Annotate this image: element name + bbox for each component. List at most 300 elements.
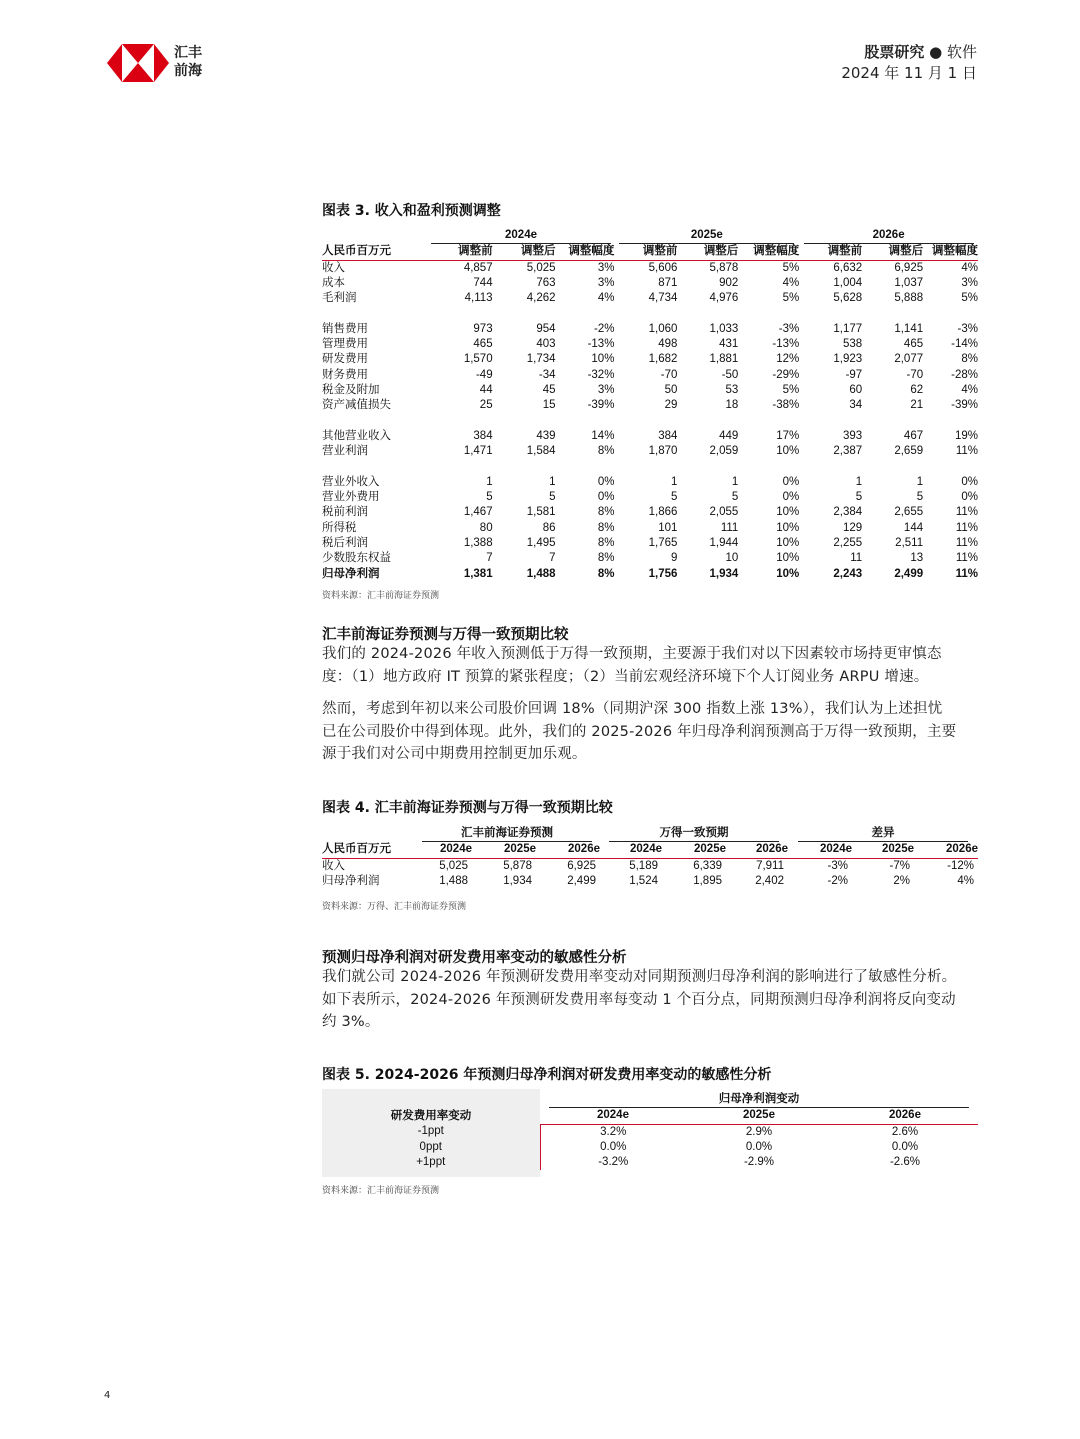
table-cell: 1,488 bbox=[439, 874, 468, 887]
table-cell: 0% bbox=[782, 491, 800, 504]
table-cell: 1,467 bbox=[463, 506, 493, 519]
table-cell: 2,255 bbox=[833, 536, 863, 549]
hsbc-logo bbox=[107, 44, 169, 82]
brand-line1: 汇丰 bbox=[174, 45, 202, 61]
table-cell: 0.0% bbox=[745, 1140, 773, 1153]
table-cell: 9 bbox=[670, 552, 678, 565]
table-cell: -3.2% bbox=[540, 1155, 686, 1170]
table-row bbox=[322, 858, 978, 874]
table-cell: -2.6% bbox=[889, 1156, 921, 1169]
table-cell: 8% bbox=[597, 445, 615, 458]
table-cell: 1,037 bbox=[894, 276, 924, 289]
section1-para1 bbox=[322, 643, 982, 688]
col-header: 2026e bbox=[914, 842, 978, 858]
table-cell bbox=[923, 459, 978, 474]
table-cell: 2,499 bbox=[894, 567, 924, 580]
table-cell: 465 bbox=[903, 338, 924, 351]
blank-row bbox=[322, 414, 978, 429]
table-cell: 3.2% bbox=[540, 1124, 686, 1140]
table-cell: 954 bbox=[536, 322, 556, 335]
section2-para bbox=[322, 966, 982, 1034]
row-label: 收入 bbox=[322, 859, 345, 872]
table-cell bbox=[556, 459, 615, 474]
table-cell: 5% bbox=[782, 383, 800, 396]
table-cell: 4,113 bbox=[464, 292, 493, 305]
fig3-title: 图表 3. 收入和盈利预测调整 bbox=[322, 203, 501, 219]
row-label: 0ppt bbox=[419, 1140, 442, 1153]
table-row bbox=[322, 352, 978, 367]
table-cell: 45 bbox=[542, 383, 556, 396]
table-cell: 2,384 bbox=[833, 506, 863, 519]
table-cell bbox=[556, 414, 615, 429]
fig4-table bbox=[322, 826, 978, 889]
table-cell: 11% bbox=[955, 567, 978, 580]
table-cell: 6,925 bbox=[894, 261, 924, 274]
col-header: 调整幅度 bbox=[556, 244, 615, 260]
para-line: 我们就公司 2024-2026 年预测研发费用率变动对同期预测归母净利润的影响进行了敏感性分析。 bbox=[322, 969, 957, 985]
table-cell bbox=[614, 414, 677, 429]
table-cell bbox=[614, 459, 677, 474]
table-cell bbox=[493, 414, 556, 429]
table-cell: 0% bbox=[597, 475, 615, 488]
table-cell: 13 bbox=[910, 552, 924, 565]
table-cell: 5% bbox=[961, 292, 978, 305]
table-cell: 403 bbox=[536, 338, 556, 351]
table-cell: 1,471 bbox=[463, 445, 493, 458]
table-cell: -70 bbox=[906, 368, 924, 381]
table-cell: 973 bbox=[473, 322, 493, 335]
table-cell bbox=[677, 459, 738, 474]
table-cell: 2% bbox=[893, 874, 910, 887]
row-label bbox=[322, 414, 428, 429]
table-cell: 8% bbox=[597, 506, 615, 519]
table-cell: 17% bbox=[776, 429, 800, 442]
table-row bbox=[322, 1155, 978, 1170]
table-cell bbox=[738, 459, 799, 474]
table-cell: 5 bbox=[731, 491, 739, 504]
table-cell: 3% bbox=[597, 383, 615, 396]
table-cell: 1,177 bbox=[833, 322, 863, 335]
para-line: 源于我们对公司中期费用控制更加乐观。 bbox=[322, 746, 587, 762]
table-cell: 0% bbox=[782, 475, 800, 488]
table-cell: 1,584 bbox=[526, 445, 556, 458]
col-header: 调整幅度 bbox=[923, 244, 978, 260]
table-row bbox=[322, 383, 978, 398]
table-cell: 0.0% bbox=[891, 1140, 919, 1153]
table-cell: 1,682 bbox=[648, 353, 678, 366]
row-label: 归母净利润 bbox=[322, 874, 380, 887]
col-header: 2024e bbox=[414, 842, 472, 858]
brand-line2: 前海 bbox=[174, 63, 202, 79]
table-cell: -13% bbox=[772, 338, 800, 351]
table-cell: 5,628 bbox=[833, 292, 863, 305]
table-cell: 5,878 bbox=[709, 261, 739, 274]
table-cell: 34 bbox=[849, 399, 863, 412]
table-cell: 10% bbox=[591, 353, 615, 366]
col-header: 调整后 bbox=[493, 244, 556, 260]
table-cell: 744 bbox=[473, 276, 493, 289]
fig3-year-2026: 2026e bbox=[799, 228, 978, 244]
table-cell: 18 bbox=[725, 399, 739, 412]
table-cell: 2,511 bbox=[895, 536, 924, 549]
table-cell bbox=[428, 414, 493, 429]
table-cell bbox=[799, 459, 862, 474]
table-cell: 1,866 bbox=[648, 506, 678, 519]
table-cell: 2,059 bbox=[709, 445, 739, 458]
fig5-group-header: 归母净利润变动 bbox=[540, 1092, 978, 1108]
table-row bbox=[322, 536, 978, 551]
col-header: 2025e bbox=[686, 1108, 832, 1124]
table-cell: 8% bbox=[597, 536, 615, 549]
table-cell: 384 bbox=[473, 429, 493, 442]
table-cell: 1,870 bbox=[648, 445, 678, 458]
table-row bbox=[322, 551, 978, 566]
table-row bbox=[322, 398, 978, 413]
fig4-table-wrap bbox=[322, 826, 978, 889]
page-number: 4 bbox=[104, 1390, 111, 1401]
table-cell: -2% bbox=[827, 874, 848, 887]
table-cell bbox=[614, 306, 677, 321]
row-label: 成本 bbox=[322, 276, 345, 289]
table-cell: 871 bbox=[658, 276, 678, 289]
table-cell: -39% bbox=[587, 399, 615, 412]
table-cell: 0% bbox=[961, 491, 978, 504]
table-cell bbox=[862, 306, 923, 321]
table-cell: 29 bbox=[664, 399, 678, 412]
table-cell: 14% bbox=[591, 429, 615, 442]
table-cell: 449 bbox=[719, 429, 739, 442]
table-cell: 2,655 bbox=[894, 506, 924, 519]
table-cell: 21 bbox=[910, 399, 924, 412]
table-row bbox=[322, 475, 978, 490]
table-cell: 5 bbox=[486, 491, 493, 504]
table-cell: 3% bbox=[597, 261, 615, 274]
table-cell: 1,381 bbox=[463, 567, 493, 580]
table-cell: 7 bbox=[486, 552, 493, 565]
table-cell: 5,888 bbox=[894, 292, 924, 305]
col-header: 调整前 bbox=[799, 244, 862, 260]
table-cell: 0% bbox=[597, 491, 615, 504]
table-cell: 4,857 bbox=[463, 261, 493, 274]
table-cell: 538 bbox=[843, 338, 863, 351]
table-cell: 0.0% bbox=[540, 1140, 686, 1155]
table-cell: -28% bbox=[951, 368, 978, 381]
table-cell: 1 bbox=[855, 475, 863, 488]
table-cell: 6,339 bbox=[693, 859, 722, 872]
table-row bbox=[322, 1124, 978, 1140]
row-label: 收入 bbox=[322, 261, 345, 274]
table-cell: 10% bbox=[776, 552, 800, 565]
table-cell: 1,756 bbox=[648, 567, 678, 580]
table-cell: -32% bbox=[587, 368, 615, 381]
table-cell: 384 bbox=[658, 429, 678, 442]
table-cell: 1,734 bbox=[526, 353, 556, 366]
table-cell: 1 bbox=[731, 475, 739, 488]
table-row bbox=[322, 322, 978, 337]
table-cell: 1,004 bbox=[833, 276, 863, 289]
table-cell: 10% bbox=[776, 521, 800, 534]
table-cell: 1,570 bbox=[463, 353, 493, 366]
fig4-unit-label: 人民币百万元 bbox=[322, 842, 414, 858]
table-cell: 1 bbox=[549, 475, 556, 488]
table-cell bbox=[677, 414, 738, 429]
table-cell: 10% bbox=[776, 445, 800, 458]
col-header: 2024e bbox=[788, 842, 852, 858]
table-cell: 19% bbox=[954, 429, 978, 442]
row-label: 营业外费用 bbox=[322, 491, 380, 504]
table-cell bbox=[493, 459, 556, 474]
para-line: 如下表所示，2024-2026 年预测研发费用率每变动 1 个百分点，同期预测归母净利润将反向变动 bbox=[322, 991, 956, 1008]
table-cell: 50 bbox=[664, 383, 678, 396]
table-row bbox=[322, 429, 978, 444]
col-header: 2025e bbox=[852, 842, 914, 858]
table-cell: 111 bbox=[720, 521, 739, 534]
row-label: 研发费用 bbox=[322, 353, 368, 366]
row-label: 其他营业收入 bbox=[322, 429, 391, 442]
table-cell: 53 bbox=[725, 383, 739, 396]
col-header: 调整前 bbox=[428, 244, 493, 260]
table-cell: 1,141 bbox=[894, 322, 924, 335]
table-cell: 2,402 bbox=[755, 874, 784, 887]
section2-title: 预测归母净利润对研发费用率变动的敏感性分析 bbox=[322, 950, 627, 966]
fig4-group-wind: 万得一致预期 bbox=[600, 826, 788, 842]
table-row bbox=[322, 276, 978, 291]
table-cell: -49 bbox=[475, 368, 493, 381]
table-cell: 6,925 bbox=[567, 859, 596, 872]
table-row bbox=[322, 1140, 978, 1155]
col-header: 2024e bbox=[540, 1108, 686, 1124]
table-cell: 498 bbox=[658, 338, 678, 351]
fig5-table-wrap bbox=[322, 1092, 978, 1170]
table-cell: 11% bbox=[955, 552, 978, 565]
table-cell: 2,243 bbox=[833, 567, 863, 580]
table-cell: 5,025 bbox=[439, 859, 468, 872]
row-label: -1ppt bbox=[417, 1125, 444, 1138]
table-cell: 2.6% bbox=[891, 1125, 919, 1138]
table-cell: 1,060 bbox=[648, 322, 678, 335]
para-line: 度：（1）地方政府 IT 预算的紧张程度；（2）当前宏观经济环境下个人订阅业务 ARPU 增速。 bbox=[322, 668, 929, 685]
row-label: 所得税 bbox=[322, 521, 357, 534]
fig3-year-2024: 2024e bbox=[428, 228, 615, 244]
table-row bbox=[322, 490, 978, 505]
table-cell: 1,934 bbox=[503, 874, 532, 887]
table-cell: 1 bbox=[670, 475, 678, 488]
col-header: 调整前 bbox=[614, 244, 677, 260]
table-cell: 7,911 bbox=[756, 859, 784, 872]
table-row bbox=[322, 260, 978, 276]
table-cell: 1,495 bbox=[526, 536, 556, 549]
fig3-table bbox=[322, 228, 978, 582]
table-cell: 5 bbox=[670, 491, 678, 504]
table-cell bbox=[862, 414, 923, 429]
table-cell: 763 bbox=[536, 276, 556, 289]
fig3-year-2025: 2025e bbox=[614, 228, 799, 244]
table-cell: -38% bbox=[772, 399, 800, 412]
table-cell: 11% bbox=[955, 521, 978, 534]
table-cell: 1,923 bbox=[833, 353, 863, 366]
brand-name bbox=[174, 44, 202, 80]
table-cell: -70 bbox=[660, 368, 678, 381]
row-label: 税后利润 bbox=[322, 536, 368, 549]
row-label: 营业外收入 bbox=[322, 475, 380, 488]
table-cell: 10 bbox=[725, 552, 739, 565]
table-cell: 1,388 bbox=[463, 536, 493, 549]
table-cell: 8% bbox=[597, 567, 615, 580]
table-cell: 80 bbox=[479, 521, 493, 534]
row-label: 税金及附加 bbox=[322, 383, 380, 396]
table-row bbox=[322, 521, 978, 536]
table-cell: -34 bbox=[538, 368, 556, 381]
para-line: 约 3%。 bbox=[322, 1014, 380, 1030]
table-cell: 62 bbox=[910, 383, 924, 396]
table-cell: 4% bbox=[961, 261, 978, 274]
table-cell: 393 bbox=[843, 429, 863, 442]
col-header: 2025e bbox=[662, 842, 726, 858]
table-cell bbox=[799, 306, 862, 321]
table-cell: 1,033 bbox=[709, 322, 739, 335]
table-cell: 5,189 bbox=[629, 859, 658, 872]
table-cell: -97 bbox=[845, 368, 863, 381]
table-cell bbox=[556, 306, 615, 321]
row-label: 归母净利润 bbox=[322, 567, 380, 580]
table-cell: 3% bbox=[961, 276, 978, 289]
report-date: 2024 年 11 月 1 日 bbox=[841, 64, 977, 82]
table-cell: 44 bbox=[479, 383, 493, 396]
table-cell: 25 bbox=[479, 399, 493, 412]
table-cell: 4,976 bbox=[709, 292, 739, 305]
table-cell: -39% bbox=[951, 399, 978, 412]
table-cell: -7% bbox=[889, 859, 910, 872]
table-cell: 11% bbox=[955, 536, 978, 549]
table-cell: -2.9% bbox=[743, 1156, 775, 1169]
table-cell: 101 bbox=[658, 521, 678, 534]
table-cell: 5,606 bbox=[648, 261, 678, 274]
table-cell: 11 bbox=[850, 552, 863, 565]
table-cell: 2,659 bbox=[894, 445, 924, 458]
table-cell: 2,499 bbox=[567, 874, 596, 887]
table-cell: 15 bbox=[542, 399, 556, 412]
row-label bbox=[322, 459, 428, 474]
table-cell: 11% bbox=[955, 445, 978, 458]
table-cell bbox=[799, 414, 862, 429]
table-cell: 902 bbox=[719, 276, 739, 289]
table-cell: 2.9% bbox=[745, 1125, 773, 1138]
table-cell: 144 bbox=[903, 521, 924, 534]
row-label: +1ppt bbox=[416, 1156, 446, 1169]
table-cell bbox=[738, 414, 799, 429]
table-row bbox=[322, 505, 978, 520]
table-cell bbox=[923, 306, 978, 321]
col-header: 2025e bbox=[472, 842, 536, 858]
table-cell: 1,934 bbox=[709, 567, 739, 580]
table-cell: 439 bbox=[536, 429, 556, 442]
col-header: 2026e bbox=[536, 842, 600, 858]
table-cell: 8% bbox=[961, 353, 978, 366]
table-cell: 1,895 bbox=[693, 874, 722, 887]
table-cell: 12% bbox=[776, 353, 800, 366]
section1-para2 bbox=[322, 698, 982, 766]
table-cell bbox=[428, 306, 493, 321]
fig4-title: 图表 4. 汇丰前海证券预测与万得一致预期比较 bbox=[322, 800, 613, 816]
table-cell: 6,632 bbox=[833, 261, 863, 274]
table-cell: 1,765 bbox=[648, 536, 678, 549]
blank-row bbox=[322, 459, 978, 474]
table-row bbox=[322, 291, 978, 306]
table-cell: -14% bbox=[951, 338, 978, 351]
table-cell: 8% bbox=[597, 552, 615, 565]
table-cell: 5 bbox=[549, 491, 556, 504]
fig3-unit-label: 人民币百万元 bbox=[322, 244, 428, 260]
table-cell: -50 bbox=[721, 368, 739, 381]
fig3-table-wrap bbox=[322, 228, 978, 582]
fig4-source: 资料来源：万得、汇丰前海证券预测 bbox=[322, 902, 467, 912]
table-cell: 7 bbox=[549, 552, 556, 565]
table-cell: 4,262 bbox=[526, 292, 556, 305]
table-cell: 3% bbox=[597, 276, 615, 289]
col-header: 2024e bbox=[600, 842, 662, 858]
report-header bbox=[841, 42, 977, 84]
blank-row bbox=[322, 306, 978, 321]
table-cell: -13% bbox=[587, 338, 615, 351]
table-cell: 2,055 bbox=[709, 506, 739, 519]
table-cell: 467 bbox=[903, 429, 924, 442]
table-cell bbox=[923, 414, 978, 429]
row-label: 毛利润 bbox=[322, 292, 357, 305]
col-header: 调整后 bbox=[862, 244, 923, 260]
col-header: 调整幅度 bbox=[738, 244, 799, 260]
fig4-group-diff: 差异 bbox=[788, 826, 978, 842]
table-cell: 8% bbox=[597, 521, 615, 534]
table-cell: 129 bbox=[843, 521, 863, 534]
table-cell: 5,025 bbox=[526, 261, 556, 274]
table-cell: 5 bbox=[916, 491, 924, 504]
table-cell: 60 bbox=[849, 383, 863, 396]
table-cell: 2,077 bbox=[894, 353, 924, 366]
sector: 软件 bbox=[946, 43, 977, 61]
table-cell: 431 bbox=[719, 338, 739, 351]
table-cell: 1,881 bbox=[709, 353, 739, 366]
table-cell: -29% bbox=[772, 368, 800, 381]
table-cell: 4% bbox=[961, 383, 978, 396]
para-line: 已在公司股价中得到体现。此外，我们的 2025-2026 年归母净利润预测高于万得一致预期，主要 bbox=[322, 723, 957, 740]
table-cell: -3% bbox=[957, 322, 978, 335]
row-label bbox=[322, 306, 428, 321]
table-cell bbox=[493, 306, 556, 321]
row-label: 税前利润 bbox=[322, 506, 368, 519]
row-label: 财务费用 bbox=[322, 368, 368, 381]
table-cell: 1,524 bbox=[629, 874, 658, 887]
table-cell: 1,581 bbox=[526, 506, 556, 519]
table-cell: 4% bbox=[957, 874, 974, 887]
table-cell bbox=[738, 306, 799, 321]
fig4-group-hsbc: 汇丰前海证券预测 bbox=[414, 826, 600, 842]
table-cell: 465 bbox=[473, 338, 493, 351]
fig3-source: 资料来源：汇丰前海证券预测 bbox=[322, 591, 440, 601]
table-cell: -3% bbox=[778, 322, 800, 335]
table-row bbox=[322, 337, 978, 352]
table-cell: 11% bbox=[955, 506, 978, 519]
row-label: 营业利润 bbox=[322, 445, 368, 458]
table-cell: 4,734 bbox=[648, 292, 678, 305]
table-cell: 1 bbox=[486, 475, 493, 488]
table-cell: 1 bbox=[916, 475, 924, 488]
col-header: 调整后 bbox=[677, 244, 738, 260]
table-cell: 0% bbox=[961, 475, 978, 488]
fig5-table bbox=[322, 1092, 978, 1170]
table-cell bbox=[862, 459, 923, 474]
row-label: 少数股东权益 bbox=[322, 552, 391, 565]
table-cell: 10% bbox=[776, 536, 800, 549]
